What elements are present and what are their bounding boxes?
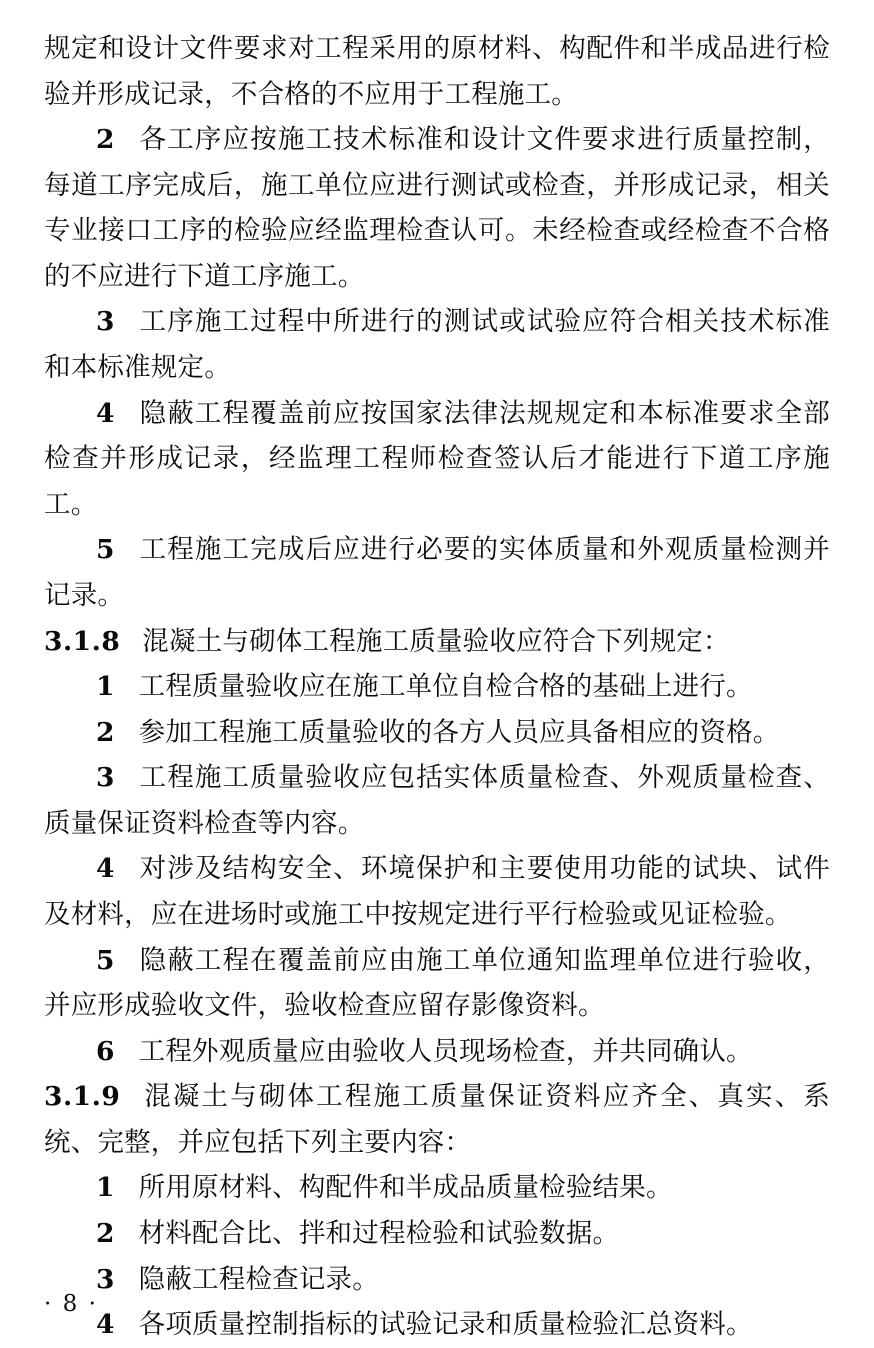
item-text: 隐蔽工程检查记录。 [138,1263,379,1295]
item-text: 工序施工过程中所进行的测试或试验应符合相关技术标准和本标准规定。 [44,306,830,384]
clause-heading [44,1074,830,1165]
item-number: 2 [96,1218,115,1250]
list-item [44,527,830,618]
item-number: 3 [96,1263,115,1295]
list-item [44,1029,830,1075]
list-item [44,1302,830,1348]
item-number: 5 [96,944,115,976]
clause-number: 3.1.8 [44,625,121,657]
list-item [44,755,830,846]
item-number: 4 [96,853,115,885]
paragraph-continuation [44,26,830,117]
clause-heading [44,619,830,665]
document-body [44,26,830,1348]
clause-text: 混凝土与砌体工程施工质量保证资料应齐全、真实、系统、完整，并应包括下列主要内容： [44,1081,830,1158]
list-item [44,1211,830,1257]
item-text: 隐蔽工程覆盖前应按国家法律法规规定和本标准要求全部检查并形成记录，经监理工程师检查签认后才能进行下道工序施工。 [44,397,830,520]
list-item [44,117,830,299]
list-item [44,391,830,528]
item-text: 各项质量控制指标的试验记录和质量检验汇总资料。 [138,1309,753,1341]
item-number: 4 [96,397,115,429]
list-item [44,299,830,390]
item-text: 工程外观质量应由验收人员现场检查，并共同确认。 [138,1035,753,1067]
item-number: 3 [96,762,115,794]
list-item [44,664,830,710]
item-text: 工程施工质量验收应包括实体质量检查、外观质量检查、质量保证资料检查等内容。 [44,762,830,839]
list-item [44,1257,830,1303]
item-number: 1 [96,1172,115,1204]
item-number: 6 [96,1035,115,1067]
clause-text: 混凝土与砌体工程施工质量验收应符合下列规定： [142,625,730,657]
item-text: 各工序应按施工技术标准和设计文件要求进行质量控制，每道工序完成后，施工单位应进行测试或检查，并形成记录，相关专业接口工序的检验应经监理检查认可。未经检查或经检查不合格的不应进行下道工序施工。 [44,124,830,292]
item-text: 材料配合比、拌和过程检验和试验数据。 [138,1218,620,1250]
item-number: 1 [96,671,115,703]
clause-number: 3.1.9 [44,1081,121,1113]
item-text: 工程质量验收应在施工单位自检合格的基础上进行。 [138,671,753,703]
item-text: 工程施工完成后应进行必要的实体质量和外观质量检测并记录。 [44,534,830,611]
item-number: 2 [96,716,115,748]
list-item [44,846,830,937]
list-item [44,938,830,1029]
page-footer: · 8 · [44,1291,98,1317]
item-text: 隐蔽工程在覆盖前应由施工单位通知监理单位进行验收，并应形成验收文件，验收检查应留存影像资料。 [44,944,830,1022]
paragraph-text: 规定和设计文件要求对工程采用的原材料、构配件和半成品进行检验并形成记录，不合格的不应用于工程施工。 [44,33,830,110]
list-item [44,1165,830,1211]
item-number: 4 [96,1309,115,1341]
item-number: 3 [96,306,115,338]
item-text: 所用原材料、构配件和半成品质量检验结果。 [138,1172,673,1204]
item-number: 5 [96,534,115,566]
item-number: 2 [96,124,115,156]
item-text: 对涉及结构安全、环境保护和主要使用功能的试块、试件及材料，应在进场时或施工中按规定进行平行检验或见证检验。 [44,853,830,930]
list-item [44,710,830,756]
item-text: 参加工程施工质量验收的各方人员应具备相应的资格。 [138,716,780,748]
